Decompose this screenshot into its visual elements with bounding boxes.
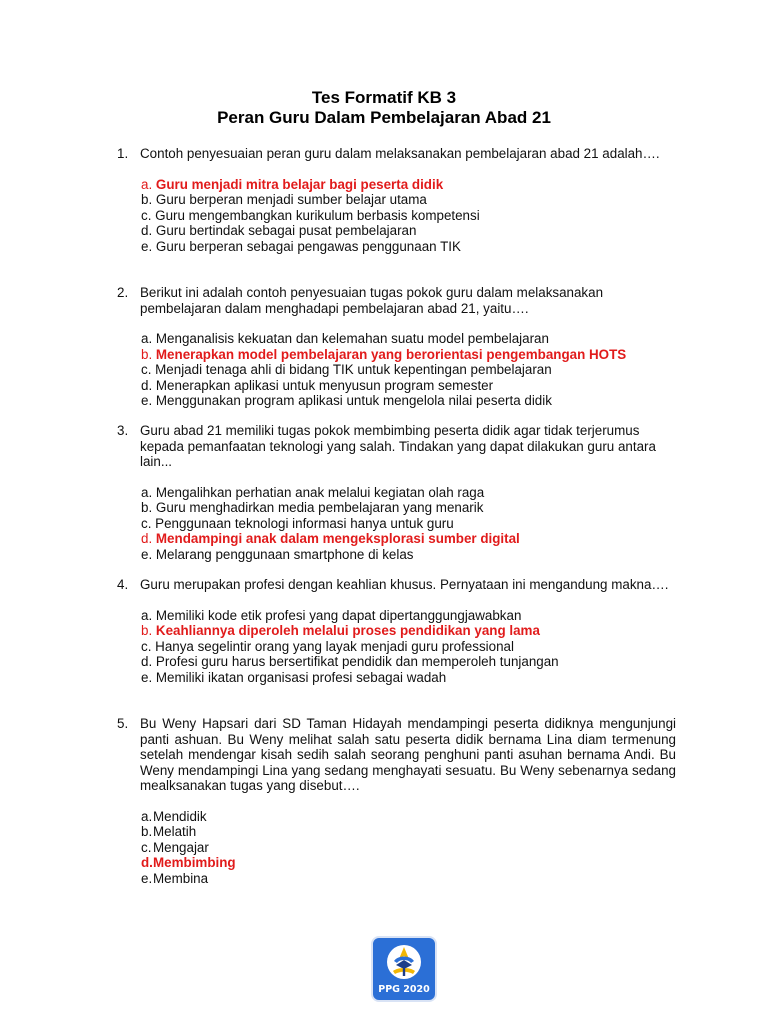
option-letter: d. — [141, 654, 153, 669]
option-text: Mengalihkan perhatian anak melalui kegiatan olah raga — [155, 484, 485, 500]
option-letter: b. — [141, 824, 153, 839]
option-letter: a. — [141, 607, 153, 623]
option-text: Menggunakan program aplikasi untuk mengelola nilai peserta didik — [155, 393, 552, 408]
answer-option — [141, 670, 676, 686]
answer-option — [141, 531, 676, 547]
question-number: 1. — [117, 146, 129, 161]
answer-option — [141, 223, 676, 239]
answer-option — [141, 809, 676, 825]
option-letter: b. — [141, 500, 153, 515]
answer-options — [141, 809, 676, 887]
option-letter: d. — [141, 855, 153, 870]
question-2 — [110, 285, 676, 409]
answer-option — [141, 623, 676, 639]
answer-option — [141, 500, 676, 516]
option-text: Mengajar — [153, 839, 209, 855]
option-text: Membimbing — [153, 855, 236, 870]
option-text: Guru bertindak sebagai pusat pembelajaran — [155, 223, 417, 238]
answer-option — [141, 855, 676, 871]
question-number: 4. — [117, 577, 129, 592]
option-text: Mendidik — [153, 808, 207, 824]
option-letter: e. — [141, 546, 153, 562]
answer-option — [141, 208, 676, 224]
option-letter: d. — [141, 223, 153, 238]
answer-options — [141, 608, 676, 686]
ppg-logo — [371, 936, 437, 1002]
option-text: Mendampingi anak dalam mengeksplorasi sumber digital — [155, 531, 520, 546]
option-letter: c. — [141, 207, 152, 223]
option-text: Guru berperan sebagai pengawas penggunaan TIK — [155, 238, 461, 254]
question-text: Guru merupakan profesi dengan keahlian khusus. Pernyataan ini mengandung makna…. — [140, 577, 669, 592]
question-text: Bu Weny Hapsari dari SD Taman Hidayah mendampingi peserta didiknya mengunjungi panti ashuan. Bu Weny melihat salah satu peserta didik bernama Lina diam termenung setelah mendengar kisah sedih salah seorang penghuni panti asuhan bernama Andi. Bu Weny mendampingi Lina yang sedang menghayati sesuatu. Bu Weny sebenarnya sedang mealksanakan tugas yang disebut…. — [140, 716, 676, 793]
option-text: Menganalisis kekuatan dan kelemahan suatu model pembelajaran — [155, 331, 549, 346]
option-text: Guru mengembangkan kurikulum berbasis kompetensi — [155, 207, 480, 223]
answer-option — [141, 347, 676, 363]
answer-options — [141, 485, 676, 563]
question-number: 3. — [117, 423, 129, 438]
answer-option — [141, 362, 676, 378]
question-text: Berikut ini adalah contoh penyesuaian tugas pokok guru dalam melaksanakan pembelajaran dalam menghadapi pembelajaran abad 21, yaitu…. — [140, 285, 604, 316]
option-text: Keahliannya diperoleh melalui proses pendidikan yang lama — [155, 623, 540, 638]
answer-options — [141, 331, 676, 409]
answer-option — [141, 516, 676, 532]
option-text: Membina — [153, 870, 209, 886]
answer-option — [141, 824, 676, 840]
logo-label: PPG 2020 — [378, 984, 430, 995]
option-letter: d. — [141, 377, 153, 393]
answer-option — [141, 871, 676, 887]
option-text: Menerapkan aplikasi untuk menyusun program semester — [155, 377, 494, 393]
option-letter: e. — [141, 870, 153, 886]
answer-option — [141, 654, 676, 670]
question-text: Guru abad 21 memiliki tugas pokok membimbing peserta didik agar tidak terjerumus kepada pemanfaatan teknologi yang salah. Tindakan yang dapat dilakukan guru antara lain... — [140, 423, 656, 469]
option-letter: a. — [141, 484, 153, 500]
question-4 — [110, 577, 676, 685]
answer-option — [141, 485, 676, 501]
answer-option — [141, 840, 676, 856]
answer-option — [141, 239, 676, 255]
option-letter: c. — [141, 362, 152, 377]
document-title: Tes Formatif KB 3 — [311, 88, 457, 107]
option-text: Guru menjadi mitra belajar bagi peserta didik — [155, 176, 444, 192]
option-letter: c. — [141, 638, 152, 654]
option-letter: c. — [141, 839, 152, 855]
answer-options — [141, 177, 676, 255]
question-5 — [110, 716, 676, 886]
option-letter: a. — [141, 808, 153, 824]
option-letter: a. — [141, 331, 153, 346]
option-text: Guru menghadirkan media pembelajaran yang menarik — [155, 500, 484, 515]
option-letter: b. — [141, 346, 153, 362]
question-number: 2. — [117, 285, 129, 300]
option-text: Menerapkan model pembelajaran yang berorientasi pengembangan HOTS — [155, 346, 627, 362]
question-number: 5. — [117, 716, 129, 731]
answer-option — [141, 393, 676, 409]
option-letter: e. — [141, 393, 153, 408]
answer-option — [141, 177, 676, 193]
option-text: Hanya segelintir orang yang layak menjadi guru professional — [155, 638, 514, 654]
answer-option — [141, 378, 676, 394]
option-text: Memiliki ikatan organisasi profesi sebagai wadah — [155, 669, 447, 685]
question-1 — [110, 146, 676, 254]
tut-wuri-handayani-emblem-icon — [380, 943, 428, 983]
question-3 — [110, 423, 676, 562]
question-text: Contoh penyesuaian peran guru dalam melaksanakan pembelajaran abad 21 adalah…. — [140, 146, 660, 161]
option-text: Penggunaan teknologi informasi hanya untuk guru — [155, 515, 454, 531]
option-letter: b. — [141, 623, 153, 638]
answer-option — [141, 331, 676, 347]
option-letter: d. — [141, 531, 153, 546]
answer-option — [141, 639, 676, 655]
answer-option — [141, 192, 676, 208]
option-text: Profesi guru harus bersertifikat pendidik dan memperoleh tunjangan — [155, 654, 559, 669]
answer-option — [141, 547, 676, 563]
option-text: Melatih — [153, 824, 197, 839]
option-text: Memiliki kode etik profesi yang dapat dipertanggungjawabkan — [155, 607, 522, 623]
document-subtitle: Peran Guru Dalam Pembelajaran Abad 21 — [217, 108, 551, 127]
option-letter: a. — [141, 176, 153, 192]
option-text: Melarang penggunaan smartphone di kelas — [155, 546, 414, 562]
option-letter: e. — [141, 238, 153, 254]
option-letter: c. — [141, 515, 152, 531]
option-text: Menjadi tenaga ahli di bidang TIK untuk kepentingan pembelajaran — [155, 362, 552, 377]
option-letter: e. — [141, 669, 153, 685]
option-text: Guru berperan menjadi sumber belajar utama — [155, 192, 427, 207]
answer-option — [141, 608, 676, 624]
option-letter: b. — [141, 192, 153, 207]
